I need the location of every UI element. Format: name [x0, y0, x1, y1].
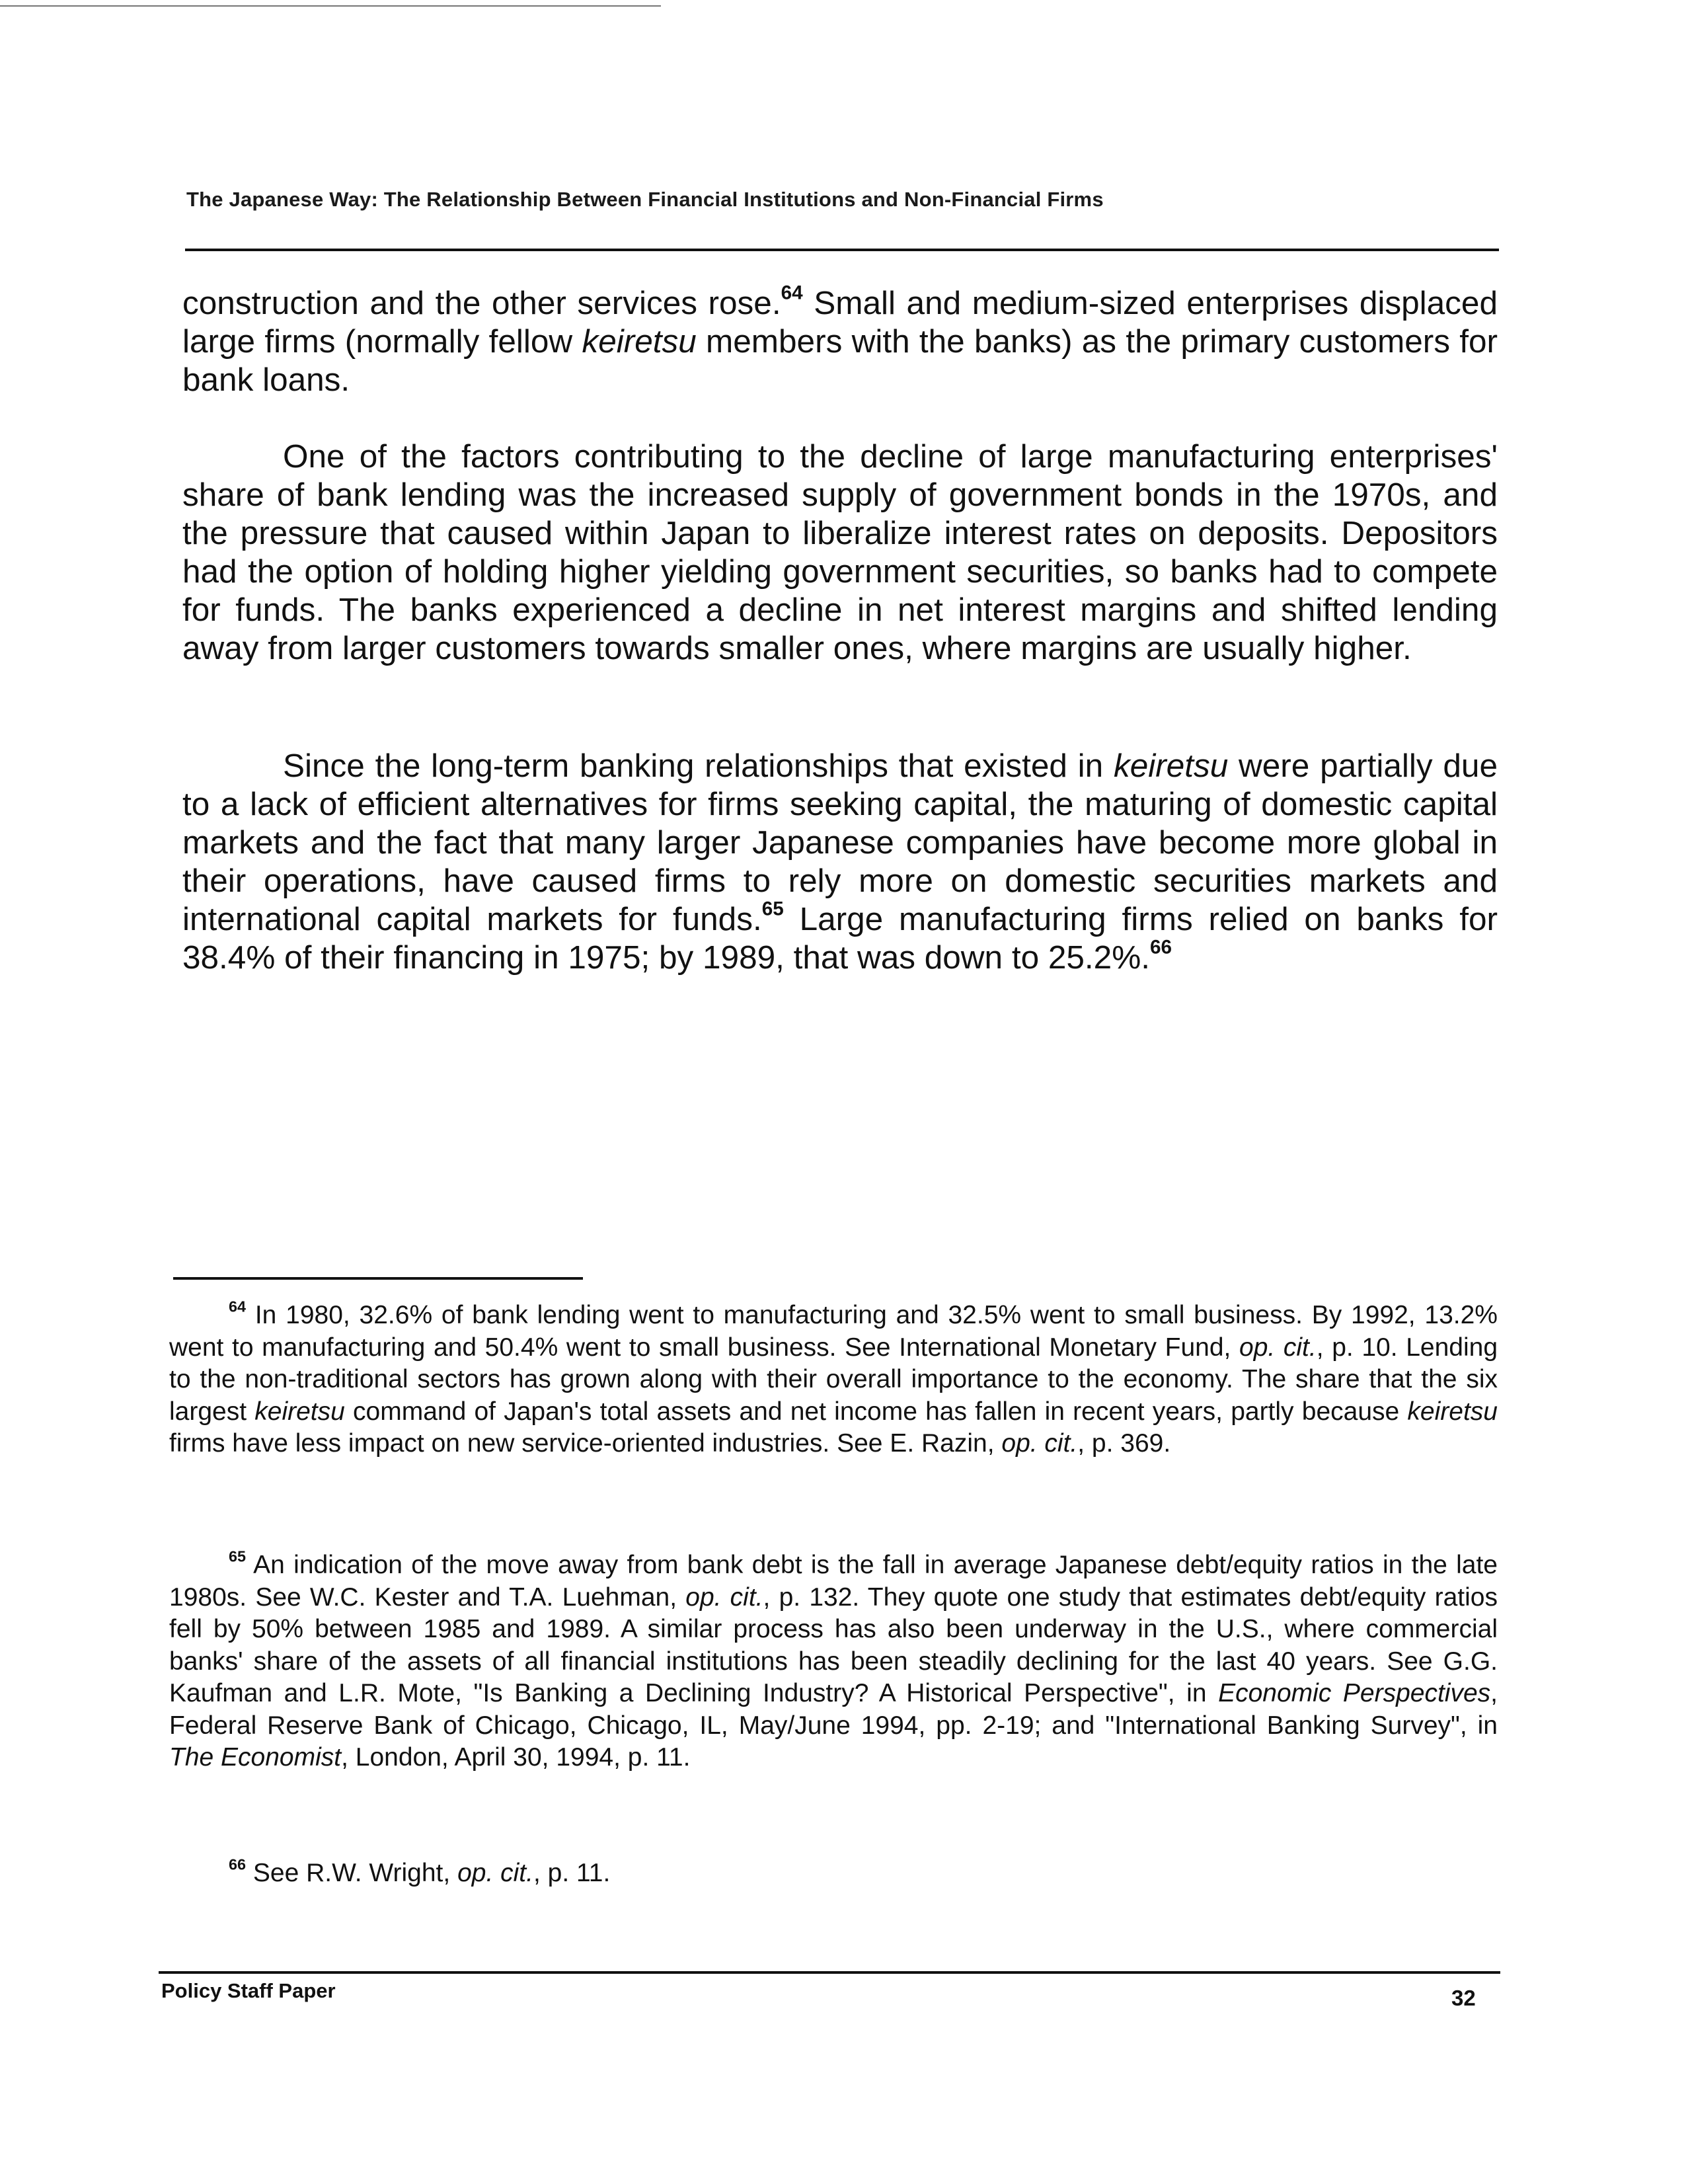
italic-term: op. cit.	[1239, 1333, 1317, 1362]
footnote-separator	[173, 1277, 583, 1280]
header-rule	[185, 249, 1499, 251]
text-run: , Federal Reserve Bank of Chicago, Chicago, IL, May/June 1994, pp. 2-19; and "International Banking Survey", in	[169, 1679, 1498, 1740]
footer-publication-name: Policy Staff Paper	[161, 1979, 336, 2002]
footnote-ref-65[interactable]: 65	[761, 898, 784, 920]
italic-term: keiretsu	[1407, 1397, 1498, 1426]
text-run: Large manufacturing firms relied on banks for 38.4% of their financing in 1975; by 1989, that was down to 25.2%.	[182, 901, 1498, 976]
footnote-64	[169, 1300, 1498, 1460]
body-paragraph-3	[182, 747, 1498, 977]
text-run: were partially due to a lack of efficient alternatives for firms seeking capital, the maturing of domestic capital markets and the fact that many larger Japanese companies have become more global in their operations, have caused firms to rely more on domestic securities markets and international capital markets for funds.	[182, 748, 1498, 937]
footnote-number: 66	[229, 1855, 247, 1873]
text-run: In 1980, 32.6% of bank lending went to manufacturing and 32.5% went to small business. By 1992, 13.2% went to manufacturing and 50.4% went to small business. See International Monetary Fund,	[169, 1301, 1498, 1362]
italic-term: Economic Perspectives	[1218, 1679, 1491, 1707]
body-paragraph-1	[182, 284, 1498, 399]
text-run: , p. 132. They quote one study that estimates debt/equity ratios fell by 50% between 1985 and 1989. A similar process has also been underway in the U.S., where commercial banks' share of the assets of all financial institutions has been steadily declining for the last 40 years. See G.G. Kaufman and L.R. Mote, "Is Banking a Declining Industry? A Historical Perspective", in	[169, 1582, 1498, 1707]
italic-term: op. cit.	[685, 1582, 763, 1612]
text-run: command of Japan's total assets and net income has fallen in recent years, partly because	[344, 1397, 1408, 1426]
italic-term: The Economist	[169, 1743, 342, 1772]
text-run: , p. 369.	[1077, 1429, 1171, 1458]
text-run: See R.W. Wright,	[246, 1859, 458, 1887]
running-header: The Japanese Way: The Relationship Between Financial Institutions and Non-Financial Firms	[186, 188, 1104, 211]
italic-term: keiretsu	[1113, 748, 1229, 784]
footnote-ref-64[interactable]: 64	[781, 282, 803, 304]
footnote-66	[169, 1857, 1498, 1890]
footnote-65	[169, 1549, 1498, 1774]
footnote-number: 65	[229, 1547, 247, 1565]
italic-term: keiretsu	[254, 1397, 345, 1426]
italic-term: keiretsu	[582, 323, 697, 360]
footnote-ref-66[interactable]: 66	[1149, 936, 1172, 958]
text-run: , London, April 30, 1994, p. 11.	[341, 1743, 691, 1772]
text-run: An indication of the move away from bank debt is the fall in average Japanese debt/equity ratios in the late 1980s. See W.C. Kester and T.A. Luehman,	[169, 1551, 1498, 1612]
text-run: , p. 10. Lending to the non-traditional sectors has grown along with their overall importance to the economy. The share that the six largest	[169, 1333, 1498, 1426]
scan-edge-line	[0, 5, 661, 7]
page-number: 32	[1451, 1986, 1476, 2010]
text-run: construction and the other services rose.	[182, 285, 781, 321]
body-paragraph-2: One of the factors contributing to the decline of large manufacturing enterprises' share of bank lending was the increased supply of government bonds in the 1970s, and the pressure that caused within Japan to liberalize interest rates on deposits. Depositors had the option of holding higher yielding government securities, so banks had to compete for funds. The banks experienced a decline in net interest margins and shifted lending away from larger customers towards smaller ones, where margins are usually higher.	[182, 438, 1498, 666]
italic-term: op. cit.	[1001, 1429, 1078, 1458]
text-run: , p. 11.	[533, 1859, 611, 1887]
text-run: Small and medium-sized enterprises displaced large firms (normally fellow	[182, 285, 1498, 360]
italic-term: op. cit.	[457, 1859, 533, 1887]
text-run: firms have less impact on new service-oriented industries. See E. Razin,	[169, 1429, 1002, 1458]
footnote-number: 64	[229, 1298, 247, 1315]
text-run: members with the banks) as the primary customers for bank loans.	[182, 323, 1498, 398]
text-run: Since the long-term banking relationships that existed in	[283, 748, 1114, 784]
footer-rule	[159, 1971, 1500, 1974]
